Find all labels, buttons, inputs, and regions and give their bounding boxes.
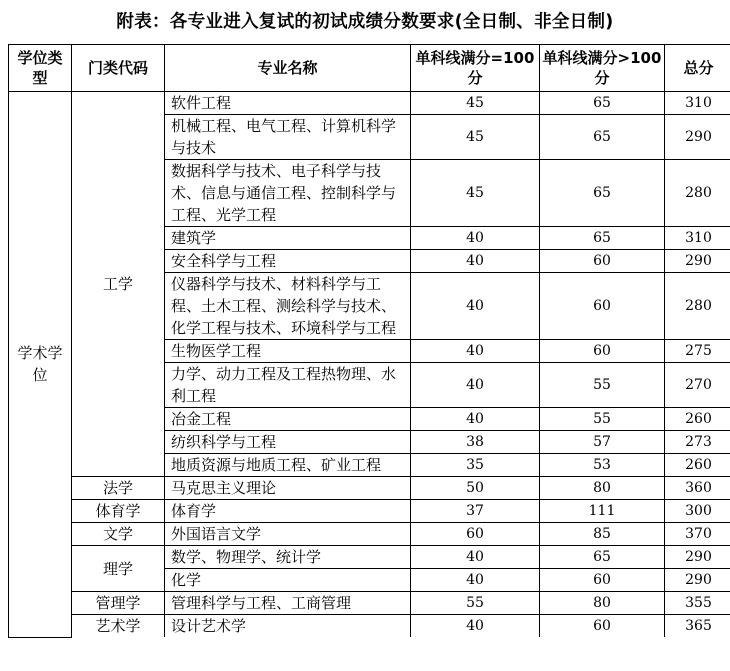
single-100-cell: 40 <box>411 569 540 592</box>
single-gt100-cell: 55 <box>540 363 665 408</box>
single-100-cell: 40 <box>411 273 540 340</box>
single-100-cell: 37 <box>411 500 540 523</box>
major-cell: 建筑学 <box>165 227 411 250</box>
major-cell: 地质资源与地质工程、矿业工程 <box>165 454 411 477</box>
single-100-cell: 45 <box>411 160 540 227</box>
total-cell: 275 <box>665 340 730 363</box>
major-cell: 力学、动力工程及工程热物理、水利工程 <box>165 363 411 408</box>
single-100-cell: 40 <box>411 340 540 363</box>
total-cell: 280 <box>665 273 730 340</box>
single-gt100-cell: 53 <box>540 454 665 477</box>
total-cell: 290 <box>665 546 730 569</box>
major-cell: 安全科学与工程 <box>165 250 411 273</box>
total-cell: 365 <box>665 615 730 638</box>
table-row <box>9 615 730 638</box>
major-cell: 仪器科学与技术、材料科学与工程、土木工程、测绘科学与技术、化学工程与技术、环境科学与工程 <box>165 273 411 340</box>
single-gt100-cell: 60 <box>540 340 665 363</box>
total-cell: 360 <box>665 477 730 500</box>
score-requirements-table <box>8 44 730 638</box>
total-cell: 310 <box>665 92 730 115</box>
single-100-cell: 38 <box>411 431 540 454</box>
total-cell: 260 <box>665 408 730 431</box>
major-cell: 马克思主义理论 <box>165 477 411 500</box>
single-gt100-cell: 65 <box>540 227 665 250</box>
total-cell: 290 <box>665 569 730 592</box>
table-row <box>9 592 730 615</box>
category-cell: 艺术学 <box>72 615 165 638</box>
total-cell: 370 <box>665 523 730 546</box>
category-cell: 工学 <box>72 92 165 477</box>
major-cell: 化学 <box>165 569 411 592</box>
major-cell: 软件工程 <box>165 92 411 115</box>
single-100-cell: 55 <box>411 592 540 615</box>
total-cell: 290 <box>665 250 730 273</box>
total-cell: 270 <box>665 363 730 408</box>
single-gt100-cell: 85 <box>540 523 665 546</box>
single-gt100-cell: 60 <box>540 569 665 592</box>
header-row <box>9 45 730 92</box>
single-gt100-cell: 57 <box>540 431 665 454</box>
single-gt100-cell: 65 <box>540 160 665 227</box>
total-cell: 260 <box>665 454 730 477</box>
major-cell: 纺织科学与工程 <box>165 431 411 454</box>
total-cell: 273 <box>665 431 730 454</box>
single-gt100-cell: 80 <box>540 477 665 500</box>
major-cell: 生物医学工程 <box>165 340 411 363</box>
table-row <box>9 500 730 523</box>
single-gt100-cell: 60 <box>540 273 665 340</box>
table-row <box>9 546 730 569</box>
single-gt100-cell: 65 <box>540 546 665 569</box>
major-cell: 数学、物理学、统计学 <box>165 546 411 569</box>
total-cell: 355 <box>665 592 730 615</box>
header-single-100: 单科线满分=100分 <box>411 45 540 92</box>
single-100-cell: 45 <box>411 115 540 160</box>
table-row <box>9 92 730 115</box>
major-cell: 冶金工程 <box>165 408 411 431</box>
category-cell: 理学 <box>72 546 165 592</box>
page-title: 附表：各专业进入复试的初试成绩分数要求(全日制、非全日制) <box>116 12 614 32</box>
single-gt100-cell: 111 <box>540 500 665 523</box>
single-100-cell: 40 <box>411 546 540 569</box>
single-gt100-cell: 65 <box>540 115 665 160</box>
single-gt100-cell: 65 <box>540 92 665 115</box>
category-cell: 文学 <box>72 523 165 546</box>
single-100-cell: 40 <box>411 227 540 250</box>
major-cell: 管理科学与工程、工商管理 <box>165 592 411 615</box>
header-degree-type: 学位类型 <box>9 45 72 92</box>
total-cell: 310 <box>665 227 730 250</box>
major-cell: 体育学 <box>165 500 411 523</box>
single-100-cell: 40 <box>411 250 540 273</box>
total-cell: 280 <box>665 160 730 227</box>
major-cell: 机械工程、电气工程、计算机科学与技术 <box>165 115 411 160</box>
header-single-gt100: 单科线满分>100分 <box>540 45 665 92</box>
single-100-cell: 35 <box>411 454 540 477</box>
major-cell: 外国语言文学 <box>165 523 411 546</box>
header-major-name: 专业名称 <box>165 45 411 92</box>
major-cell: 数据科学与技术、电子科学与技术、信息与通信工程、控制科学与工程、光学工程 <box>165 160 411 227</box>
major-cell: 设计艺术学 <box>165 615 411 638</box>
table-row <box>9 477 730 500</box>
header-total: 总分 <box>665 45 730 92</box>
category-cell: 法学 <box>72 477 165 500</box>
single-gt100-cell: 60 <box>540 615 665 638</box>
single-100-cell: 45 <box>411 92 540 115</box>
single-100-cell: 40 <box>411 408 540 431</box>
table-row <box>9 523 730 546</box>
single-100-cell: 60 <box>411 523 540 546</box>
total-cell: 300 <box>665 500 730 523</box>
single-100-cell: 40 <box>411 363 540 408</box>
total-cell: 290 <box>665 115 730 160</box>
degree-type-cell: 学术学位 <box>9 92 72 638</box>
single-100-cell: 50 <box>411 477 540 500</box>
single-100-cell: 40 <box>411 615 540 638</box>
single-gt100-cell: 60 <box>540 250 665 273</box>
single-gt100-cell: 55 <box>540 408 665 431</box>
category-cell: 管理学 <box>72 592 165 615</box>
category-cell: 体育学 <box>72 500 165 523</box>
header-category-code: 门类代码 <box>72 45 165 92</box>
single-gt100-cell: 80 <box>540 592 665 615</box>
